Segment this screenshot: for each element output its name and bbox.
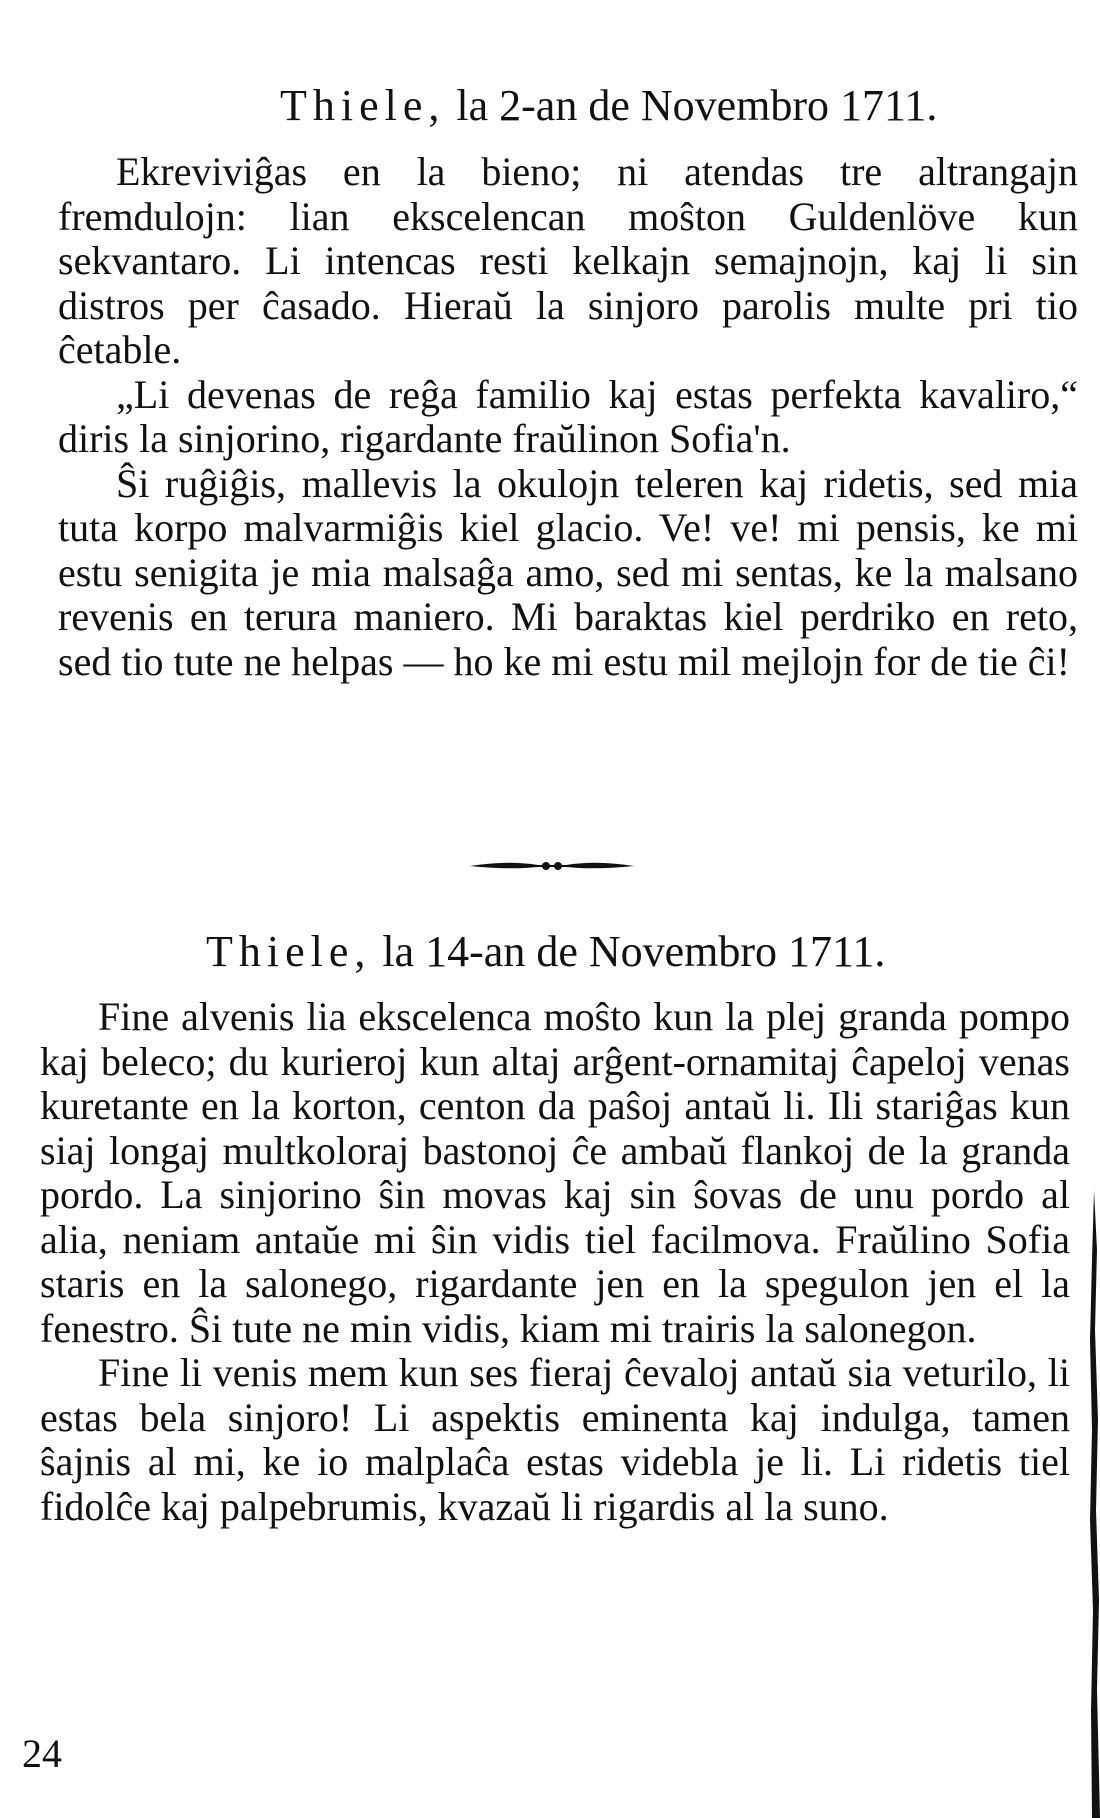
section-divider-ornament bbox=[468, 858, 636, 872]
entry-place-2: Thiele, bbox=[206, 927, 372, 976]
entry-heading-2 bbox=[206, 928, 885, 976]
entry-date-1: la 2-an de Novembro 1711. bbox=[456, 81, 938, 130]
entry-body-2 bbox=[40, 995, 1070, 1529]
page-number: 24 bbox=[22, 1731, 62, 1776]
entry-date-2: la 14-an de Novembro 1711. bbox=[382, 927, 886, 976]
entry-place-1: Thiele, bbox=[280, 81, 446, 130]
entry-body-1 bbox=[58, 150, 1078, 684]
paragraph: „Li devenas de reĝa familio kaj estas perfekta kavaliro,“ diris la sinjorino, rigardante fraŭlinon Sofia'n. bbox=[58, 371, 1078, 461]
entry-heading-1 bbox=[280, 82, 937, 130]
paragraph: Ŝi ruĝiĝis, mallevis la okulojn teleren kaj ridetis, sed mia tuta korpo malvarmiĝis kiel glacio. Ve! ve! mi pensis, ke mi estu senigita je mia malsaĝa amo, sed mi sentas, ke la malsano revenis en terura maniero. Mi baraktas kiel perdriko en reto, sed tio tute ne helpas — ho ke mi estu mil mejlojn for de tie ĉi! bbox=[58, 460, 1078, 684]
paragraph: Ekreviviĝas en la bieno; ni atendas tre altrangajn fremdulojn: lian ekscelencan moŝton Guldenlöve kun sekvantaro. Li intencas resti kelkajn semajnojn, kaj li sin distros per ĉasado. Hieraŭ la sinjoro parolis multe pri tio ĉetable. bbox=[58, 149, 1078, 372]
paragraph: Fine alvenis lia ekscelenca moŝto kun la plej granda pompo kaj beleco; du kurieroj kun altaj arĝent-ornamitaj ĉapeloj venas kuretante en la korton, centon da paŝoj antaŭ li. Ili stariĝas kun siaj longaj multkoloraj bastonoj ĉe ambaŭ flankoj de la granda pordo. La sinjorino ŝin movas kaj sin ŝovas de unu pordo al alia, neniam antaŭe mi ŝin vidis tiel facilmova. Fraŭlino Sofia staris en la salonego, rigardante jen en la spegulon jen el la fenestro. Ŝi tute ne min vidis, kiam mi trairis la salonegon. bbox=[40, 994, 1070, 1351]
paragraph: Fine li venis mem kun ses fieraj ĉevaloj antaŭ sia veturilo, li estas bela sinjoro! Li aspektis eminenta kaj indulga, tamen ŝajnis al mi, ke io malplaĉa estas videbla je li. Li ridetis tiel fidolĉe kaj palpebrumis, kvazaŭ li rigardis al la suno. bbox=[40, 1350, 1070, 1529]
binding-edge-shadow bbox=[1088, 1190, 1100, 1818]
